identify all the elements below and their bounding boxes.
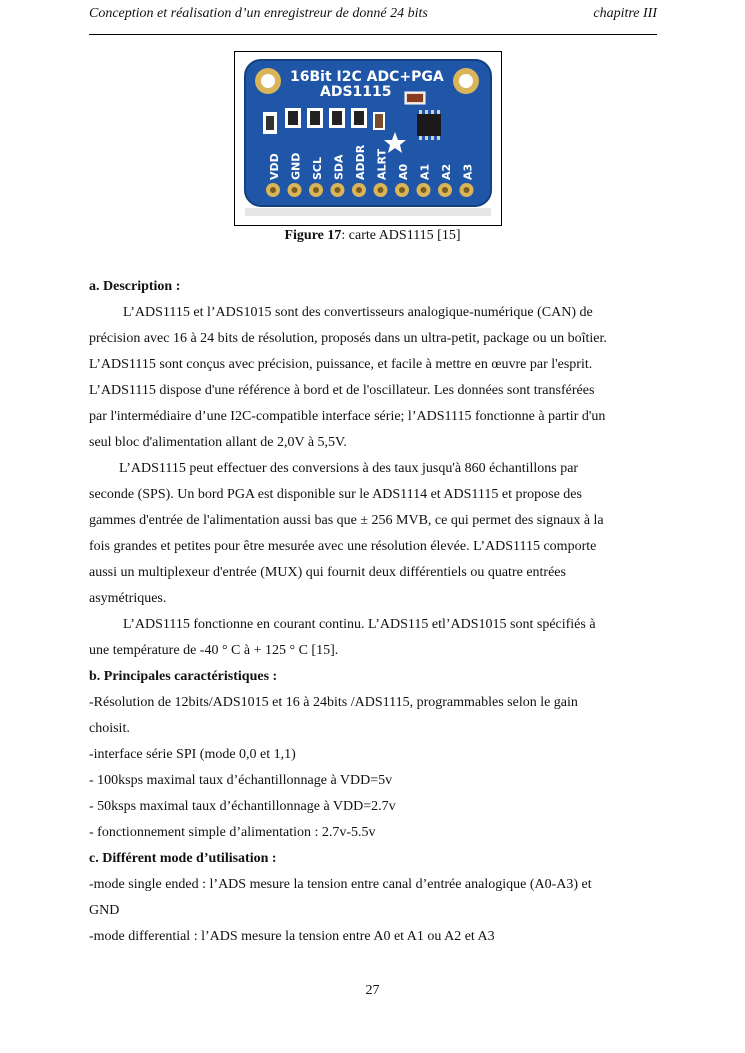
pin-hole (292, 187, 298, 193)
pin-hole (335, 187, 341, 193)
paragraph-line: seul bloc d'alimentation allant de 2,0V à 5,5V. (89, 435, 347, 450)
heading-description: a. Description : (89, 279, 181, 294)
pin-label: SCL (311, 156, 324, 180)
feature-line: - 50ksps maximal taux d’échantillonnage à VDD=2.7v (89, 799, 396, 814)
pin-hole (421, 187, 427, 193)
heading-features: b. Principales caractéristiques : (89, 669, 278, 684)
heading-modes: c. Différent mode d’utilisation : (89, 851, 277, 866)
paragraph-line: précision avec 16 à 24 bits de résolution, proposés dans un ultra-petit, package ou un boîtier. (89, 331, 607, 346)
pin-label: A0 (397, 163, 410, 180)
paragraph-line: asymétriques. (89, 591, 167, 606)
feature-line: choisit. (89, 721, 130, 736)
ads1115-board-image (235, 52, 501, 225)
pin-hole (313, 187, 319, 193)
paragraph-line: une température de -40 ° C à + 125 ° C [15]. (89, 643, 339, 658)
pin-hole (356, 187, 362, 193)
pin-hole (464, 187, 470, 193)
board-title-1: 16Bit I2C ADC+PGA (290, 69, 444, 85)
page-number: 27 (365, 983, 380, 998)
figure-caption-text: : carte ADS1115 [15] (341, 228, 461, 243)
paragraph-line: seconde (SPS). Un bord PGA est disponible sur le ADS1114 et ADS1115 et propose des (89, 487, 582, 502)
paragraph-line: L’ADS1115 et l’ADS1015 sont des convertisseurs analogique-numérique (CAN) de (123, 305, 593, 320)
pin-label: GND (289, 152, 303, 180)
pin-label: A3 (461, 163, 475, 180)
page-header (89, 6, 657, 28)
header-chapter: chapitre III (593, 6, 657, 21)
pin-hole (399, 187, 405, 193)
pin-label: A2 (440, 163, 453, 180)
paragraph-line: fois grandes et petites pour être mesurée avec une résolution élevée. L’ADS1115 comporte (89, 539, 597, 554)
board-title-2: ADS1115 (320, 84, 392, 100)
pin-label: ADDR (354, 144, 367, 180)
figure-caption (0, 228, 745, 244)
feature-line: -Résolution de 12bits/ADS1015 et 16 à 24bits /ADS1115, programmables selon le gain (89, 695, 578, 710)
pin-label: SDA (332, 154, 346, 180)
pin-label: A1 (418, 163, 432, 180)
figure-frame (234, 51, 502, 226)
pin-label: VDD (268, 153, 281, 180)
paragraph-line: par l'intermédiaire d’une I2C-compatible interface série; l’ADS1115 fonctionne à partir d'un (89, 409, 606, 424)
pin-hole (270, 187, 276, 193)
paragraph-line: L’ADS1115 sont conçus avec précision, puissance, et facile à mettre en œuvre par l'esprit. (89, 357, 593, 372)
pin-hole (442, 187, 448, 193)
feature-line: -interface série SPI (mode 0,0 et 1,1) (89, 747, 296, 762)
paragraph-line: gammes d'entrée de l'alimentation aussi bas que ± 256 MVB, ce qui permet des signaux à la (89, 513, 604, 528)
figure-label: Figure 17 (284, 228, 342, 243)
mode-line: -mode differential : l’ADS mesure la tension entre A0 et A1 ou A2 et A3 (89, 929, 495, 944)
header-divider (89, 34, 657, 35)
pin-label: ALRT (375, 148, 389, 180)
mode-line: -mode single ended : l’ADS mesure la tension entre canal d’entrée analogique (A0-A3) et (89, 877, 592, 892)
feature-line: - fonctionnement simple d’alimentation : 2.7v-5.5v (89, 825, 376, 840)
pin-hole (378, 187, 384, 193)
paragraph-line: L’ADS1115 fonctionne en courant continu. L’ADS115 etl’ADS1015 sont spécifiés à (123, 617, 596, 632)
paragraph-line: L’ADS1115 peut effectuer des conversions à des taux jusqu'à 860 échantillons par (119, 461, 579, 476)
paragraph-line: L’ADS1115 dispose d'une référence à bord et de l'oscillateur. Les données sont transférées (89, 383, 595, 398)
feature-line: - 100ksps maximal taux d’échantillonnage à VDD=5v (89, 773, 393, 788)
paragraph-line: aussi un multiplexeur d'entrée (MUX) qui fournit deux différentiels ou quatre entrées (89, 565, 566, 580)
mode-line: GND (89, 903, 120, 918)
header-title: Conception et réalisation d’un enregistreur de donné 24 bits (89, 6, 428, 21)
